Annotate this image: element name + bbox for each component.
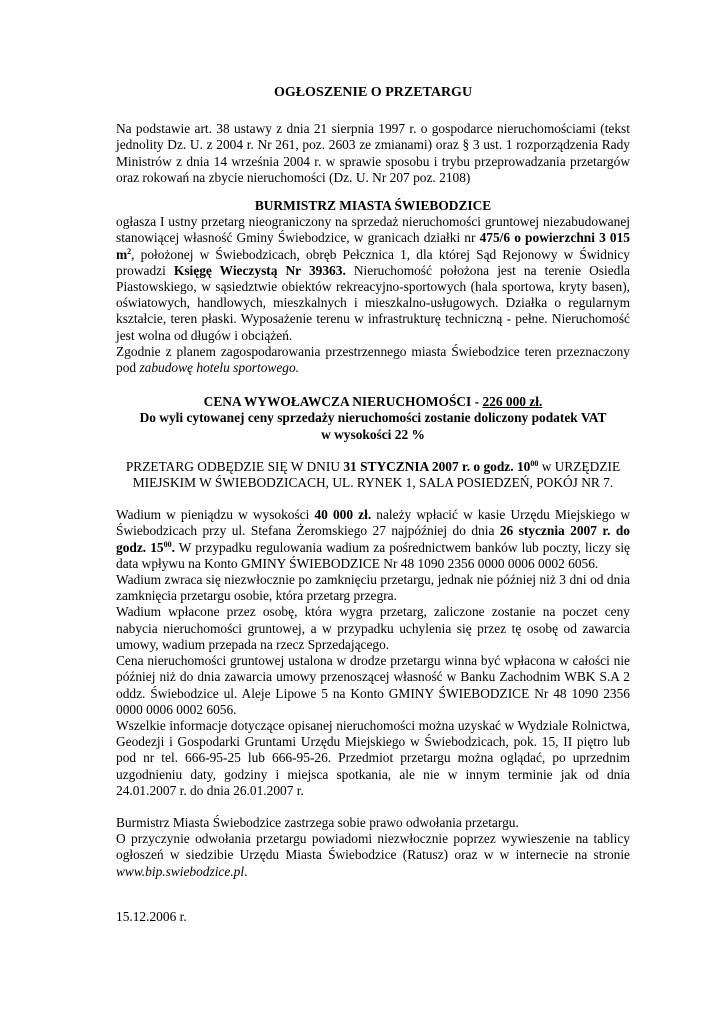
deposit-amount: 40 000 zł. [314, 507, 372, 523]
auction-date-paragraph [116, 459, 630, 491]
document-title: OGŁOSZENIE O PRZETARGU [273, 85, 473, 100]
announcement-text-1: ogłasza I ustny przetarg nieograniczony na sprzedaż nieruchomości gruntowej niezabudowanej stanowiącej własność Gminy Świebodzice, w granicach działki nr [116, 214, 630, 246]
starting-price-value: 226 000 zł. [482, 394, 543, 410]
document-body [116, 85, 630, 939]
deposit-text-3: W przypadku regulowania wadium za pośrednictwem banków lub poczty, liczy się data wpływu na Konto GMINY ŚWIEBODZICE Nr 48 1090 2356 0000 0006 0002 6056. [116, 539, 630, 571]
deposit-text-2: należy wpłacić w kasie Urzędu Miejskiego w Świebodzicach przy ul. Stefana Żeromskiego 27 najpóźniej do dnia [116, 507, 630, 539]
auction-location: w URZĘDZIE MIEJSKIM W ŚWIEBODZICACH, UL. RYNEK 1, SALA POSIEDZEŃ, POKÓJ NR 7. [132, 458, 621, 491]
cancellation-end: . [244, 863, 248, 879]
vat-note-line-2: w wysokości 22 % [321, 426, 425, 442]
auction-text-1: PRZETARG ODBĘDZIE SIĘ W DNIU [125, 458, 344, 474]
deposit-return-paragraph: Wadium zwraca się niezwłocznie po zamknięciu przetargu, jednak nie później niż 3 dni od dnia zamknięcia przetargu osobie, która przetarg przegra. [116, 572, 630, 604]
deposit-paragraph [116, 507, 630, 572]
auction-time-minutes: 00 [530, 458, 539, 468]
announcement-text-3: Nieruchomość położona jest na terenie Osiedla Piastowskiego, w sąsiedztwie obiektów rekreacyjno-sportowych (hala sportowa, kryty basen), oświatowych, handlowych, mieszkalnych i mieszkalno-usługowych. Działka o regularnym kształcie, teren płaski. Wyposażenie terenu w infrastrukturę techniczną - pełne. Nieruchomość jest wolna od długów i obciążeń. [116, 262, 631, 343]
bip-website-link[interactable]: www.bip.swiebodzice.pl [116, 863, 245, 879]
vat-note-line-1: Do wyli cytowanej ceny sprzedaży nieruchomości zostanie doliczony podatek VAT [139, 410, 607, 426]
land-register-number: Księgę Wieczystą Nr 39363. [173, 262, 346, 278]
deposit-text-1: Wadium w pieniądzu w wysokości [116, 507, 315, 523]
announcement-paragraph [116, 214, 630, 344]
document-date: 15.12.2006 r. [116, 909, 187, 925]
deposit-deadline-minutes: 00 [163, 539, 172, 549]
payment-paragraph: Cena nieruchomości gruntowej ustalona w drodze przetargu winna być wpłacona w całości nie później niż do dnia zawarcia umowy przenoszącej własność w Banku Zachodnim WBK S.A 2 oddz. Świebodzice ul. Aleje Lipowe 5 na Konto GMINY ŚWIEBODZICE Nr 48 1090 2356 0000 0006 0002 6056. [116, 653, 630, 717]
area-unit-superscript: 2 [127, 246, 132, 256]
announcement-text-2: , położonej w Świebodzicach, obręb Pełcznica 1, dla której Sąd Rejonowy w Świdnicy prowadzi [116, 246, 630, 278]
starting-price-line [116, 394, 630, 410]
issuer-heading: BURMISTRZ MIASTA ŚWIEBODZICE [254, 198, 492, 214]
deposit-deadline-period: . [171, 539, 175, 555]
starting-price-label: CENA WYWOŁAWCZA NIERUCHOMOŚCI - [203, 394, 483, 410]
deposit-deadline: 26 stycznia 2007 r. do godz. 15 [116, 523, 630, 555]
zoning-text: Zgodnie z planem zagospodarowania przestrzennego miasta Świebodzice teren przeznaczony pod [116, 343, 630, 376]
auction-date: 31 STYCZNIA 2007 r. o godz. 10 [343, 458, 531, 474]
zoning-paragraph [116, 344, 630, 376]
plot-number: 475/6 o powierzchni 3 015 m [116, 230, 631, 262]
deposit-forfeit-paragraph: Wadium wpłacone przez osobę, która wygra przetarg, zaliczone zostanie na poczet ceny nabycia nieruchomości gruntowej, a w przypadku uchylenia się przez tę osobę od zawarcia umowy, wadium przepada na rzecz Sprzedającego. [116, 604, 630, 652]
cancellation-paragraph [116, 831, 630, 880]
zoning-purpose: zabudowę hotelu sportowego. [139, 360, 300, 376]
information-paragraph: Wszelkie informacje dotyczące opisanej nieruchomości można uzyskać w Wydziale Rolnictwa, Geodezji i Gospodarki Gruntami Urzędu Miejskiego w Świebodzicach, pok. 15, II piętro lub pod nr tel. 666-95-25 lub 666-95-26. Przedmiot przetargu można oglądać, po uprzednim uzgodnieniu daty, godziny i miejsca spotkania, ale nie w innym terminie jak od dnia 24.01.2007 r. do dnia 26.01.2007 r. [116, 717, 630, 798]
legal-basis-paragraph: Na podstawie art. 38 ustawy z dnia 21 sierpnia 1997 r. o gospodarce nieruchomościami (tekst jednolity Dz. U. z 2004 r. Nr 261, poz. 2603 ze zmianami) oraz § 3 ust. 1 rozporządzenia Rady Ministrów z dnia 14 września 2004 r. w sprawie sposobu i trybu przeprowadzania przetargów oraz rokowań na zbycie nieruchomości (Dz. U. Nr 207 poz. 2108) [116, 121, 630, 185]
reservation-paragraph: Burmistrz Miasta Świebodzice zastrzega sobie prawo odwołania przetargu. [116, 814, 519, 830]
cancellation-text: O przyczynie odwołania przetargu powiadomi niezwłocznie poprzez wywieszenie na tablicy ogłoszeń w siedzibie Urzędu Miasta Świebodzice (Ratusz) oraz w w internecie na stronie [116, 831, 630, 863]
